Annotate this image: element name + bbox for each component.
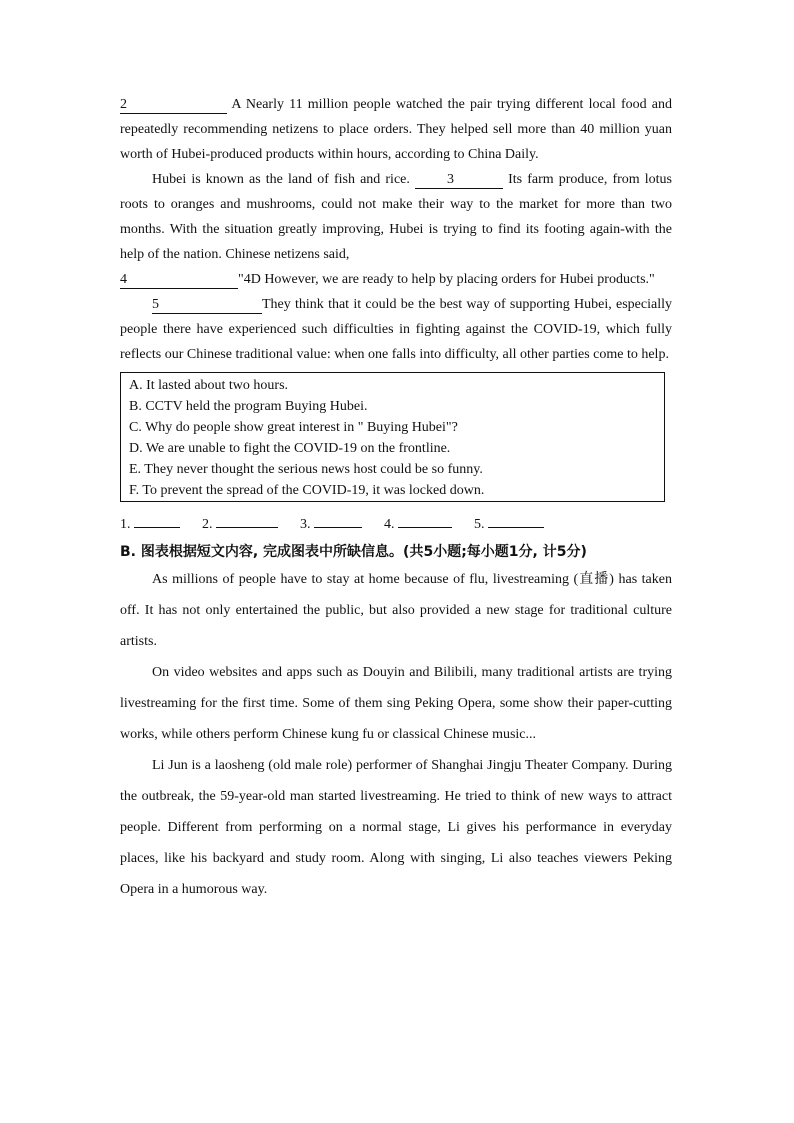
answer-blank-5[interactable]: 5 [152,297,262,314]
options-box [120,372,665,502]
answer-4-label: 4. [384,517,395,532]
answer-blank-2[interactable]: 2 [120,97,227,114]
answer-4-line[interactable] [398,512,452,528]
option-f: F. To prevent the spread of the COVID-19, it was locked down. [129,483,485,498]
answer-blank-4[interactable]: 4 [120,272,238,289]
paragraph-2-text-before: Hubei is known as the land of fish and rice. [152,172,415,187]
section-b-text [120,564,672,905]
answer-blank-3[interactable]: 3 [415,172,503,189]
answer-row [120,512,672,536]
answer-4 [384,512,452,536]
paragraph-2 [120,167,672,267]
answer-3-label: 3. [300,517,311,532]
paragraph-4-text: They think that it could be the best way of supporting Hubei, especially people there have experienced such difficulties in fighting against the COVID-19, which fully reflects our Chinese traditional value: when one falls into difficulty, all other parties come to help. [120,297,672,362]
paragraph-3-text: "4D However, we are ready to help by placing orders for Hubei products." [238,272,655,287]
paragraph-3 [120,267,672,292]
answer-3 [300,512,362,536]
option-c: C. Why do people show great interest in " Buying Hubei"? [129,420,458,435]
answer-1-line[interactable] [134,512,180,528]
answer-3-line[interactable] [314,512,362,528]
answer-5 [474,512,544,536]
answer-2 [202,512,278,536]
paragraph-4 [120,292,672,367]
option-a: A. It lasted about two hours. [129,378,289,393]
answer-1-label: 1. [120,517,131,532]
answer-5-line[interactable] [488,512,544,528]
paragraph-1 [120,92,672,167]
option-b: B. CCTV held the program Buying Hubei. [129,399,368,414]
option-e: E. They never thought the serious news host could be so funny. [129,462,483,477]
answer-5-label: 5. [474,517,485,532]
document-page [120,92,672,905]
section-b-paragraph-1: As millions of people have to stay at home because of flu, livestreaming (直播) has taken off. It has not only entertained the public, but also provided a new stage for traditional culture artists. [120,572,672,649]
section-b-heading: B. 图表根据短文内容, 完成图表中所缺信息。(共5小题;每小题1分, 计5分) [120,544,587,560]
section-b-paragraph-3: Li Jun is a laosheng (old male role) performer of Shanghai Jingju Theater Company. During the outbreak, the 59-year-old man started livestreaming. He tried to think of new ways to attract people. Different from performing on a normal stage, Li gives his performance in everyday places, like his backyard and study room. Along with singing, Li also teaches viewers Peking Opera in a humorous way. [120,758,672,897]
answer-2-line[interactable] [216,512,278,528]
option-d: D. We are unable to fight the COVID-19 on the frontline. [129,441,451,456]
paragraph-1-text: A Nearly 11 million people watched the pair trying different local food and repeatedly recommending netizens to place orders. They helped sell more than 40 million yuan worth of Hubei-produced products within hours, according to China Daily. [120,97,672,162]
section-b-paragraph-2: On video websites and apps such as Douyin and Bilibili, many traditional artists are trying livestreaming for the first time. Some of them sing Peking Opera, some show their paper-cutting works, while others perform Chinese kung fu or classical Chinese music... [120,665,672,742]
answer-2-label: 2. [202,517,213,532]
answer-1 [120,512,180,536]
paragraph-2-text-after: Its farm produce, from lotus roots to oranges and mushrooms, could not make their way to the market for more than two months. With the situation greatly improving, Hubei is trying to find its footing again-with the help of the nation. Chinese netizens said, [120,172,672,262]
